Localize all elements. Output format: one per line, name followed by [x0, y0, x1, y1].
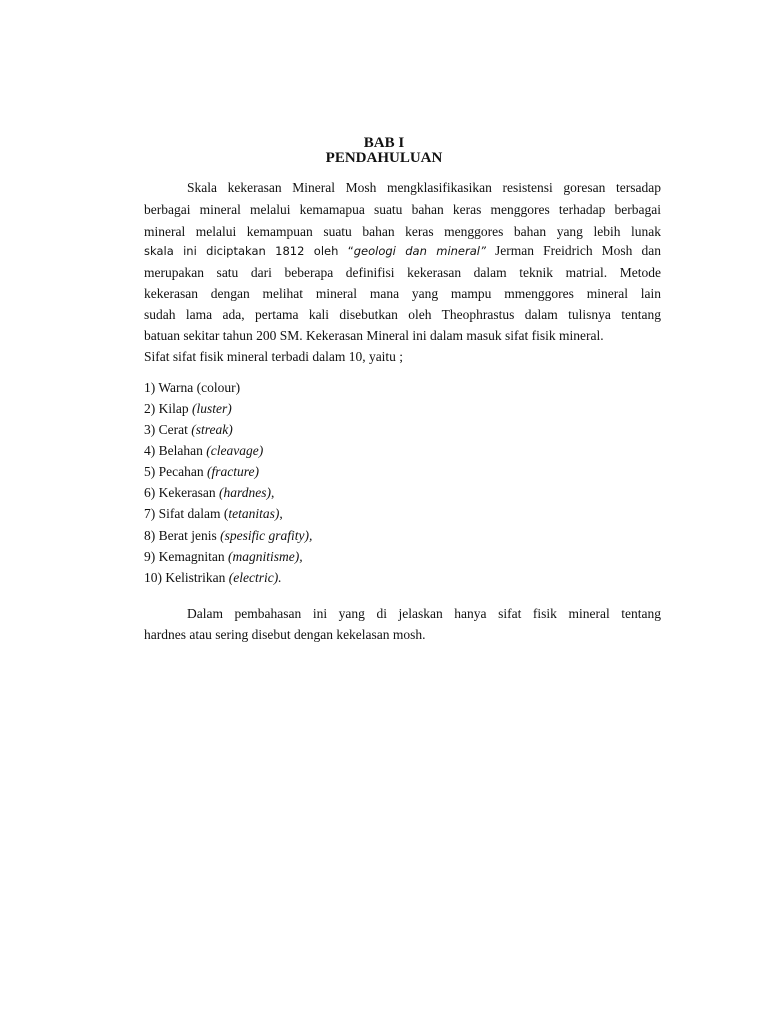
list-item-label: 2) Kilap	[144, 401, 192, 416]
paragraph-line	[144, 243, 661, 259]
chapter-title: PENDAHULUAN	[325, 150, 443, 166]
paragraph-text: Jerman Freidrich Mosh dan	[485, 243, 661, 258]
chapter-number: BAB I	[363, 135, 405, 151]
list-item-label: 9) Kemagnitan	[144, 549, 228, 564]
paragraph-line: hardnes atau sering disebut dengan kekelasan mosh.	[144, 627, 426, 642]
list-item	[144, 506, 544, 522]
list-item	[144, 528, 544, 544]
list-item-label: 1) Warna	[144, 380, 197, 395]
paragraph-line: Dalam pembahasan ini yang di jelaskan hanya sifat fisik mineral tentang	[187, 606, 661, 621]
paragraph-line: mineral melalui kemampuan suatu bahan keras menggores bahan yang lebih lunak	[144, 224, 661, 239]
list-item	[144, 464, 544, 480]
paragraph-line: sudah lama ada, pertama kali disebutkan oleh Theophrastus dalam tulisnya tentang	[144, 307, 661, 322]
list-item-term: (hardnes)	[218, 485, 271, 500]
list-item-term: (streak)	[191, 422, 233, 437]
list-item-term: (electric).	[228, 570, 282, 585]
list-item-punct: ,	[270, 485, 275, 500]
paragraph-line: batuan sekitar tahun 200 SM. Kekerasan Mineral ini dalam masuk sifat fisik mineral.	[144, 328, 604, 343]
list-item-label: 3) Cerat	[144, 422, 192, 437]
list-item-label: 8) Berat jenis	[144, 528, 221, 543]
paragraph-line: merupakan satu dari beberapa definifisi kekerasan dalam teknik matrial. Metode	[144, 265, 661, 280]
list-item	[144, 422, 544, 438]
list-item-term: (colour)	[196, 380, 241, 395]
list-item-term: (cleavage)	[206, 443, 264, 458]
emphasized-text: geologi dan mineral”	[353, 244, 486, 258]
list-item-term: (spesific grafity),	[220, 528, 313, 543]
list-item-punct: ,	[279, 506, 283, 521]
list-item	[144, 485, 544, 501]
list-item-label: 10) Kelistrikan	[144, 570, 229, 585]
list-item-term: tetanitas)	[228, 506, 280, 521]
list-item-term: (luster)	[192, 401, 232, 416]
list-item	[144, 380, 544, 396]
paragraph-line: berbagai mineral melalui kemamapua suatu bahan keras menggores terhadap berbagai	[144, 202, 661, 217]
list-item	[144, 570, 544, 586]
list-item-term: (fracture)	[206, 464, 259, 479]
list-item-label: 7) Sifat dalam (	[144, 506, 229, 521]
paragraph-text: skala ini diciptakan 1812 oleh “	[144, 244, 354, 258]
paragraph-line: Skala kekerasan Mineral Mosh mengklasifikasikan resistensi goresan tersadap	[187, 180, 661, 195]
list-item-label: 6) Kekerasan	[144, 485, 219, 500]
list-item	[144, 443, 544, 459]
paragraph-line: kekerasan dengan melihat mineral mana yang mampu mmenggores mineral lain	[144, 286, 661, 301]
list-item-term: (magnitisme),	[227, 549, 303, 564]
list-item	[144, 549, 544, 565]
list-item-label: 5) Pecahan	[144, 464, 207, 479]
list-item	[144, 401, 544, 417]
list-item-label: 4) Belahan	[144, 443, 207, 458]
paragraph-line: Sifat sifat fisik mineral terbadi dalam 10, yaitu ;	[144, 349, 404, 364]
